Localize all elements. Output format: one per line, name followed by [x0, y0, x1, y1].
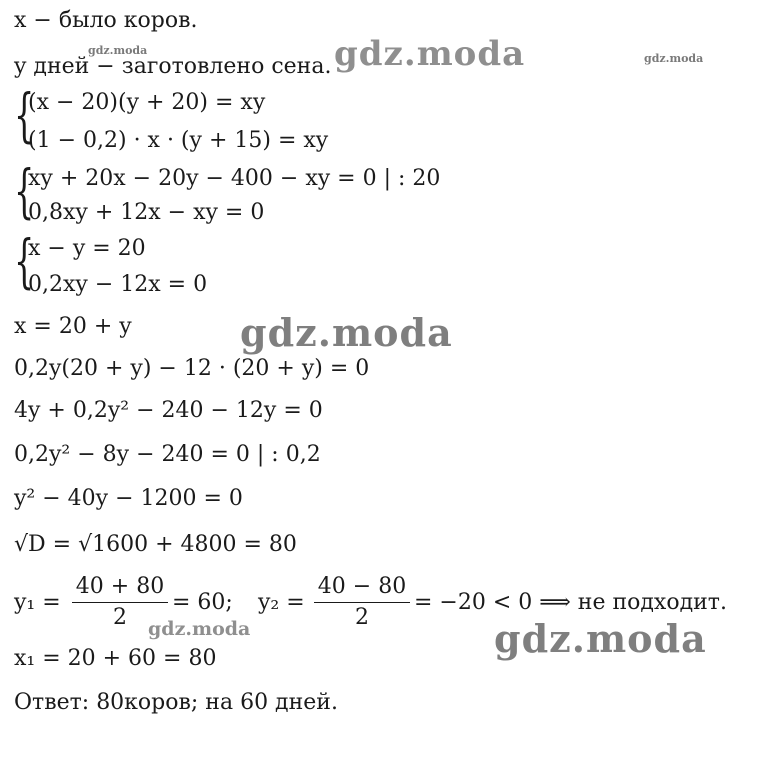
y1-denominator: 2 [113, 605, 127, 630]
fraction-bar [72, 602, 168, 603]
system-2-row-2: 0,8xy + 12x − xy = 0 [28, 200, 265, 225]
system-2-row-1: xy + 20x − 20y − 400 − xy = 0 | : 20 [28, 166, 441, 191]
y2-denominator: 2 [355, 605, 369, 630]
watermark-small-2: gdz.moda [644, 52, 704, 65]
brace-icon: { [14, 157, 35, 225]
system-3-row-2: 0,2xy − 12x = 0 [28, 272, 208, 297]
brace-icon: { [14, 81, 35, 149]
text-line-quadratic: y² − 40y − 1200 = 0 [14, 486, 243, 511]
y1-result: = 60; [172, 590, 233, 615]
y2-label: y₂ = [258, 590, 305, 615]
y1-numerator: 40 + 80 [75, 574, 165, 599]
system-3-row-1: x − y = 20 [28, 236, 146, 261]
y1-label: y₁ = [14, 590, 61, 615]
text-line-x1: x₁ = 20 + 60 = 80 [14, 646, 217, 671]
text-line-expanded: 4y + 0,2y² − 240 − 12y = 0 [14, 398, 323, 423]
watermark-large-3: gdz.moda [494, 616, 707, 661]
text-line-cows: x − было коров. [14, 8, 198, 33]
brace-icon: { [14, 227, 35, 295]
watermark-large-2: gdz.moda [240, 310, 453, 355]
watermark-large-1: gdz.moda [334, 34, 526, 74]
text-line-x-equals: x = 20 + y [14, 314, 132, 339]
watermark-small-1: gdz.moda [88, 44, 148, 57]
text-line-substitution: 0,2y(20 + y) − 12 · (20 + y) = 0 [14, 356, 370, 381]
text-line-days: y дней − заготовлено сена. [14, 54, 332, 79]
system-1-row-2: (1 − 0,2) · x · (y + 15) = xy [28, 128, 329, 153]
watermark-medium: gdz.moda [148, 618, 251, 640]
text-line-simplified: 0,2y² − 8y − 240 = 0 | : 0,2 [14, 442, 321, 467]
text-line-discriminant: √D = √1600 + 4800 = 80 [14, 532, 297, 557]
y2-fraction [314, 574, 410, 631]
y2-result: = −20 < 0 ⟹ не подходит. [414, 590, 727, 615]
fraction-bar [314, 602, 410, 603]
system-1-row-1: (x − 20)(y + 20) = xy [28, 90, 266, 115]
y2-numerator: 40 − 80 [317, 574, 407, 599]
answer-line: Ответ: 80коров; на 60 дней. [14, 690, 338, 715]
